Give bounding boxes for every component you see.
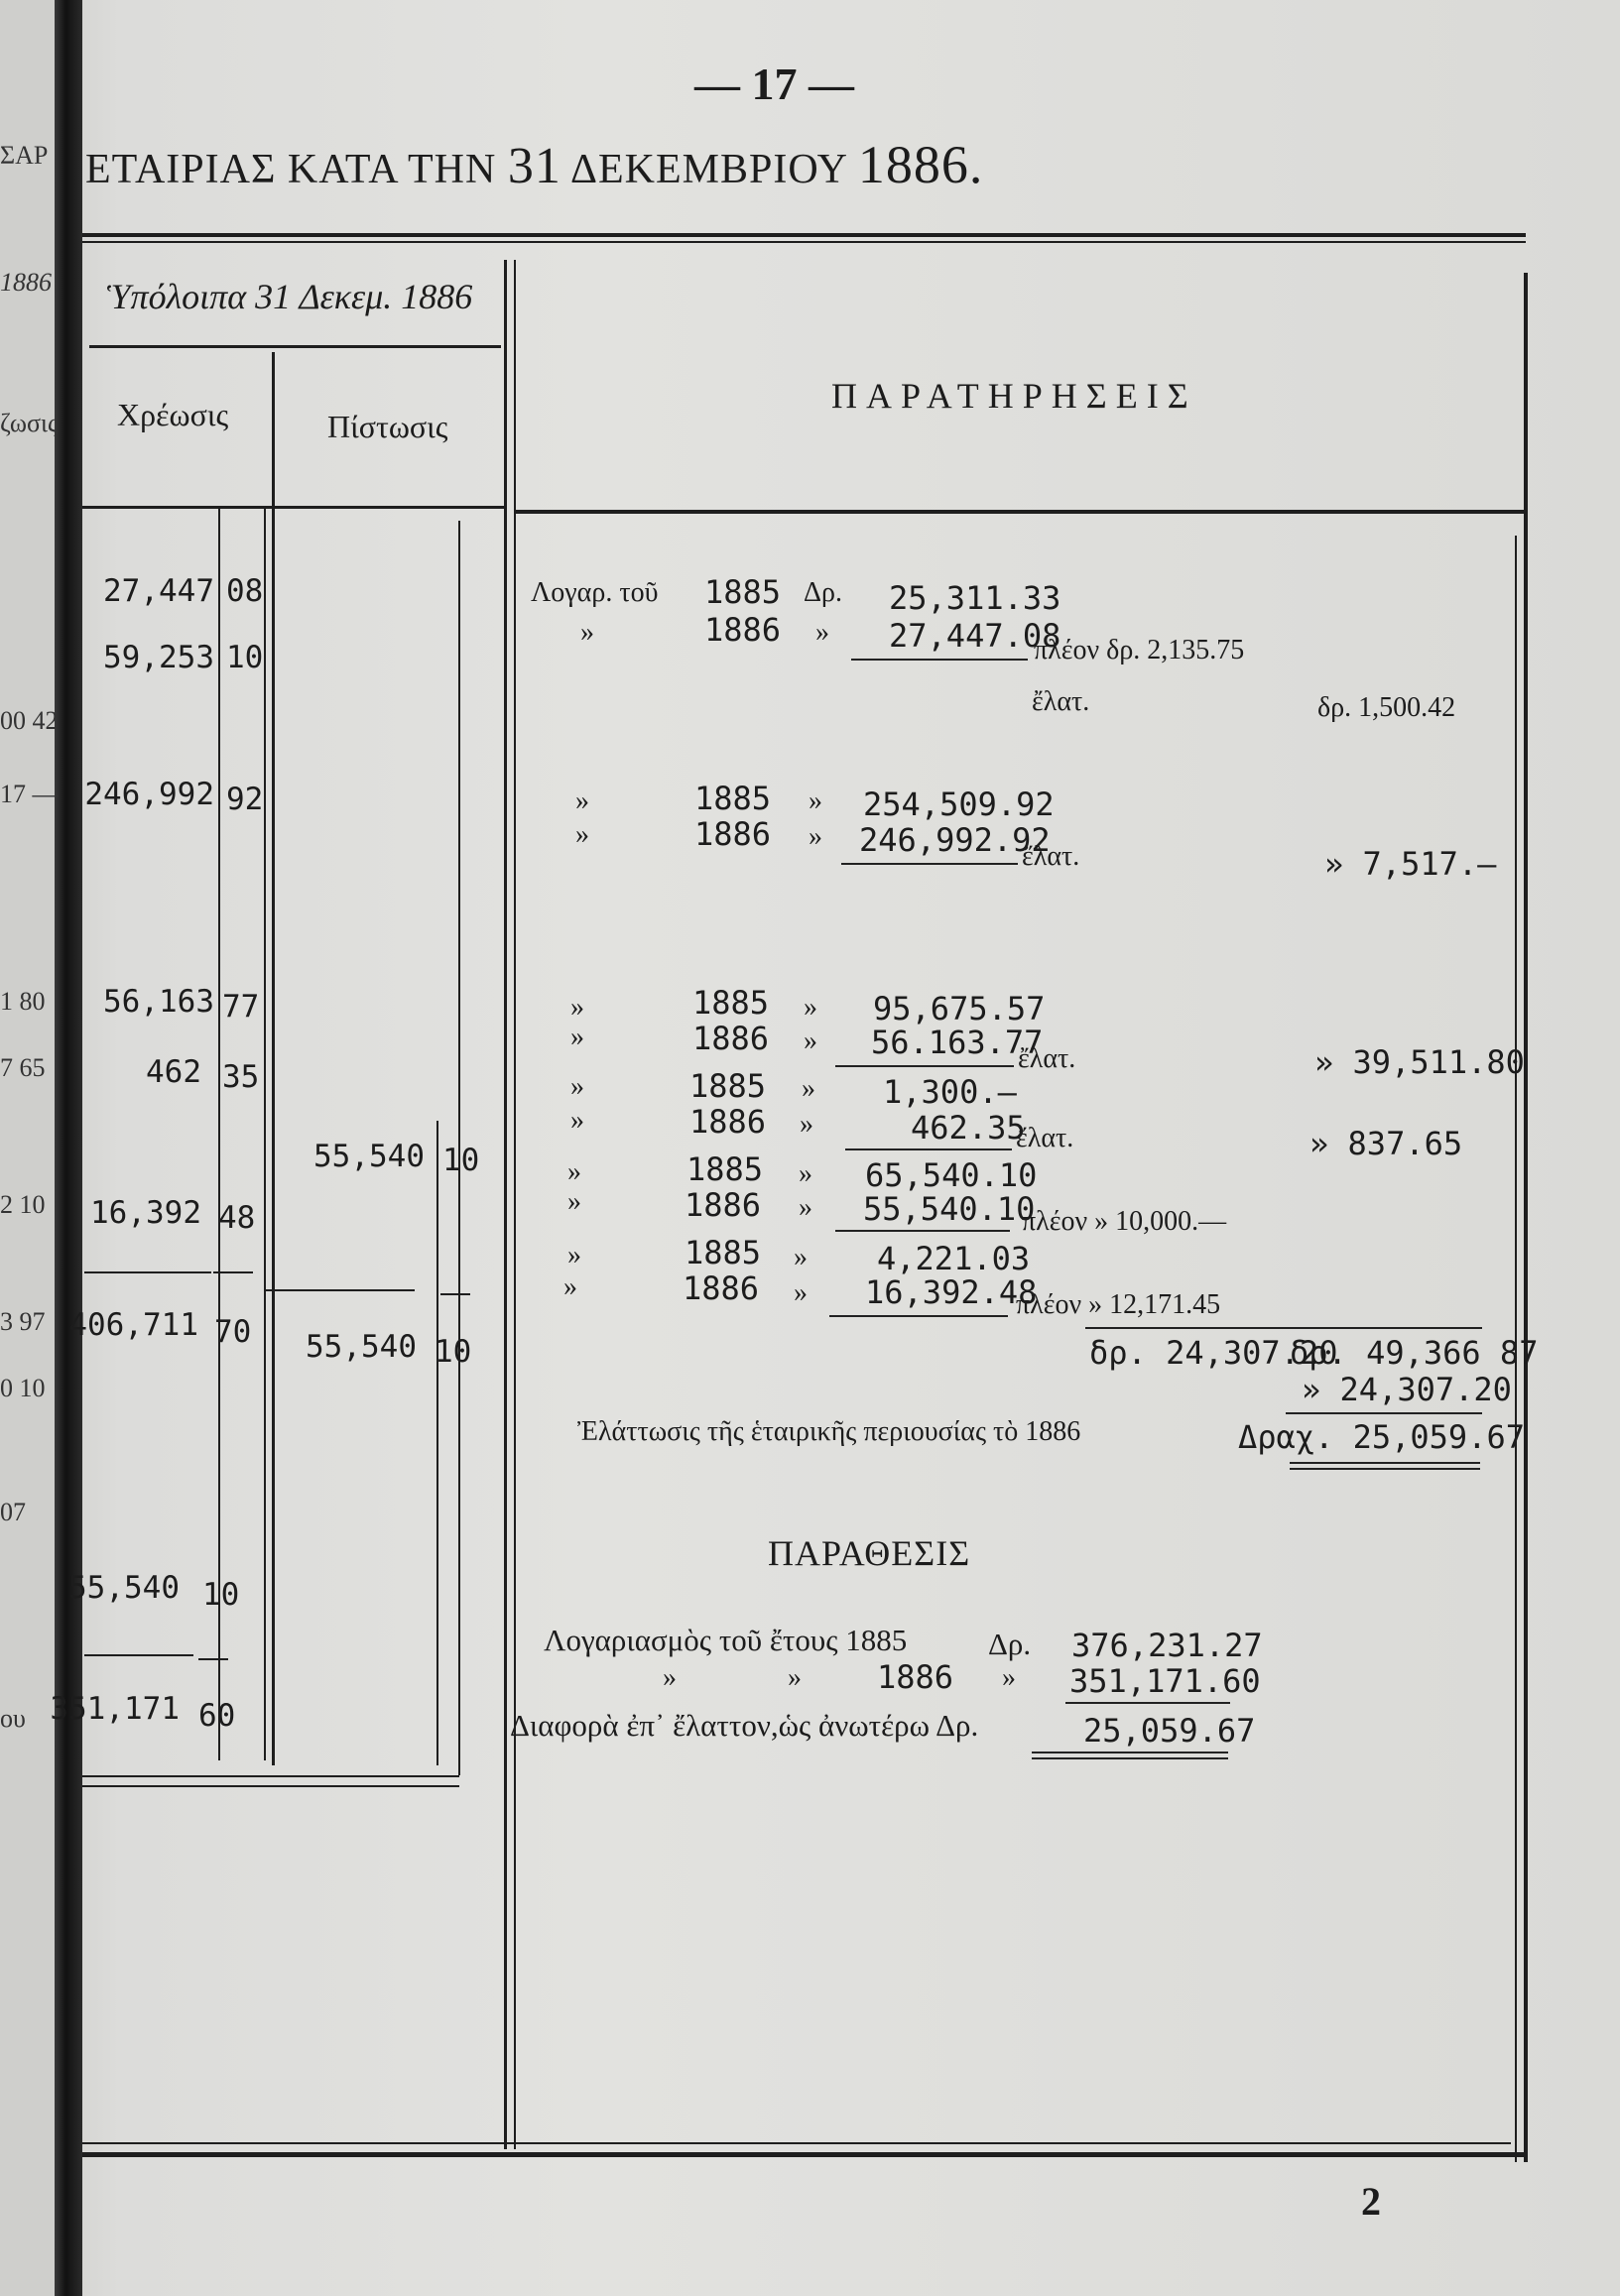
decrease-label: Ἐλάττωσις τῆς ἑταιρικῆς περιουσίας τὸ 1886 (577, 1416, 1081, 1447)
credit-sum-rule (266, 1289, 415, 1291)
comparison-row3-value: 25,059.67 (1083, 1712, 1256, 1750)
table-top-rule-thin (82, 241, 1526, 243)
year-1886: 1886 (692, 1020, 770, 1057)
left-fragment: 7 65 (0, 1053, 46, 1082)
ditto-mark: » (575, 819, 589, 850)
debit-amount: 27,447 (103, 573, 214, 609)
left-bottom-rule (82, 1785, 459, 1787)
debit-sum-rule (213, 1271, 253, 1273)
double-rule (1032, 1752, 1228, 1753)
ditto-mark: » (809, 821, 822, 852)
ditto-mark: » (804, 1026, 817, 1056)
year-1886: 1886 (683, 1269, 760, 1307)
credit-cents-separator (436, 1121, 438, 1765)
header-bottom-rule (82, 506, 504, 509)
debit-amount: 16,392 (90, 1195, 201, 1231)
debit-cents: 08 (226, 573, 264, 609)
value-1886: 55,540.10 (863, 1190, 1036, 1228)
debit-sum-rule (84, 1271, 211, 1273)
debit-grand-total-cents: 60 (198, 1698, 236, 1734)
left-fragment: 0 10 (0, 1374, 46, 1402)
difference-less-value: δρ. 1,500.42 (1317, 692, 1456, 723)
value-1885: 95,675.57 (873, 990, 1046, 1027)
credit-header: Πίστωσις (327, 409, 448, 444)
account-of-label: Λογαρ. τοῦ (531, 577, 659, 608)
title-day: 31 (507, 138, 561, 194)
ditto-mark: » (794, 1277, 808, 1308)
ditto-mark: » (788, 1662, 802, 1693)
comparison-row2-year: 1886 (877, 1658, 954, 1696)
double-rule (1290, 1468, 1480, 1470)
ditto-mark: » (575, 785, 589, 816)
ditto-mark: » (570, 1071, 584, 1102)
debit-cents: 48 (218, 1200, 256, 1236)
minus-more: » 24,307.20 (1302, 1371, 1512, 1408)
ditto-mark: » (580, 617, 594, 648)
year-1885: 1885 (689, 1067, 767, 1105)
ditto-mark: » (802, 1073, 815, 1104)
comparison-rule (1065, 1702, 1230, 1704)
subtotal-rule (829, 1315, 1008, 1317)
ditto-mark: » (800, 1109, 813, 1140)
value-1885: 4,221.03 (877, 1240, 1031, 1277)
value-1885: 254,509.92 (863, 785, 1055, 823)
year-1885: 1885 (685, 1234, 762, 1271)
left-fragment: ΣΑΡ (0, 141, 49, 170)
year-1886: 1886 (694, 815, 772, 853)
decrease-value: Δραχ. 25,059.67 (1238, 1418, 1525, 1456)
difference-more: πλέον » 12,171.45 (1016, 1289, 1221, 1320)
remaining-balances-header: Ὑπόλοιπα 31 Δεκεμ. 1886 (107, 277, 473, 316)
credit-sum-rule (440, 1293, 470, 1295)
value-1886: 462.35 (911, 1109, 1026, 1147)
difference-less: ἔλατ. (1018, 1043, 1076, 1074)
book-gutter (55, 0, 82, 2296)
debit-cents-separator (218, 506, 220, 1760)
value-1886: 27,447.08 (889, 617, 1061, 655)
subtotal-rule (841, 863, 1018, 865)
ditto-mark: » (799, 1158, 812, 1189)
credit-amount: 55,540 (313, 1139, 425, 1174)
subtotal-rule (851, 659, 1028, 661)
comparison-row1-dr: Δρ. (988, 1627, 1032, 1661)
difference-less: ἔλατ. (1022, 841, 1080, 872)
left-fragment: ου (0, 1704, 26, 1733)
comparison-title: ΠΑΡΑΘΕΣΙΣ (768, 1533, 971, 1573)
left-fragment: 3 97 (0, 1307, 46, 1336)
debit-cents: 35 (222, 1059, 260, 1095)
ditto-mark: » (567, 1156, 581, 1187)
ditto-mark: » (1002, 1662, 1016, 1693)
observations-header-rule (516, 510, 1526, 514)
observations-header: ΠΑΡΑΤΗΡΗΣΕΙΣ (831, 376, 1197, 416)
year-1886: 1886 (685, 1186, 762, 1224)
year-1886: 1886 (689, 1103, 767, 1141)
previous-page-edge (0, 0, 55, 2296)
credit-cents: 10 (442, 1143, 480, 1178)
ditto-mark: » (567, 1186, 581, 1217)
title-year: 1886. (857, 135, 984, 194)
ditto-mark: » (570, 1105, 584, 1136)
header-rule (89, 345, 501, 348)
year-1885: 1885 (704, 573, 782, 611)
title-text: ΕΤΑΙΡΙΑΣ ΚΑΤΑ ΤΗΝ (85, 147, 497, 192)
totals-rule (1085, 1327, 1482, 1329)
ditto-mark: » (815, 617, 829, 648)
difference-rule (1286, 1412, 1482, 1414)
subtotal-rule (835, 1230, 1010, 1232)
sum-more: δρ. 24,307.20 (1089, 1334, 1338, 1372)
table-top-rule (82, 233, 1526, 237)
left-fragment: 2 10 (0, 1190, 46, 1219)
table-right-border (1524, 273, 1528, 2162)
ditto-mark: » (567, 1240, 581, 1270)
debit-cents: 10 (226, 640, 264, 675)
year-1886: 1886 (704, 611, 782, 649)
ditto-mark: » (794, 1242, 808, 1272)
value-1886: 16,392.48 (865, 1273, 1038, 1311)
debit-amount: 59,253 (103, 640, 214, 675)
left-fragment: 1886 (0, 268, 52, 297)
table-bottom-rule (82, 2152, 1528, 2157)
double-rule (1290, 1462, 1480, 1464)
title-month: ΔΕΚΕΜΒΡΙΟΥ (570, 147, 847, 192)
left-fragment: 1 80 (0, 987, 46, 1016)
debit-amount: 462 (146, 1054, 201, 1090)
debit-cents: 77 (222, 989, 260, 1025)
value-1885: 25,311.33 (889, 579, 1061, 617)
ditto-mark: » (804, 992, 817, 1023)
value-1886: 246,992.92 (859, 821, 1051, 859)
debit-amount: 246,992 (84, 777, 214, 812)
difference-less: ἔλατ. (1016, 1123, 1074, 1153)
left-fragment: 07 (0, 1498, 26, 1526)
comparison-row3-label: Διαφορὰ ἐπ᾿ ἔλαττον,ὡς ἀνωτέρω Δρ. (510, 1708, 979, 1743)
ditto-mark: » (663, 1662, 677, 1693)
ditto-mark: » (570, 1022, 584, 1052)
debit-total-cents: 70 (214, 1314, 252, 1350)
table-bottom-rule-thin (82, 2142, 1511, 2144)
difference-less-label: ἔλατ. (1032, 686, 1090, 717)
comparison-row1-label: Λογαριασμὸς τοῦ ἔτους 1885 (544, 1623, 908, 1657)
subtotal-rule (835, 1065, 1014, 1067)
debit-final-rule (198, 1658, 228, 1660)
signature-number: 2 (1361, 2179, 1381, 2224)
difference-more: πλέον δρ. 2,135.75 (1034, 635, 1245, 665)
debit-grand-total: 351,171 (50, 1691, 180, 1727)
column-separator (514, 260, 516, 2149)
ditto-mark: » (809, 785, 822, 816)
debit-right-rule (264, 506, 266, 1760)
debit-amount: 56,163 (103, 984, 214, 1020)
comparison-row2-value: 351,171.60 (1069, 1662, 1261, 1700)
sum-less: δρ. 49,366 87 (1290, 1334, 1539, 1372)
comparison-row1-value: 376,231.27 (1071, 1627, 1263, 1664)
debit-credit-separator (272, 352, 275, 1765)
credit-total: 55,540 (306, 1329, 417, 1365)
value-1885: 1,300.— (883, 1073, 1017, 1111)
difference-less-value: » 837.65 (1309, 1125, 1463, 1162)
debit-cents: 92 (226, 782, 264, 817)
year-1885: 1885 (692, 984, 770, 1022)
page-number: — 17 — (694, 59, 854, 109)
debit-final-rule (84, 1654, 193, 1656)
debit-header: Χρέωσις (117, 397, 229, 432)
credit-total-cents: 10 (435, 1334, 472, 1370)
ditto-mark: » (570, 992, 584, 1023)
value-1885: 65,540.10 (865, 1156, 1038, 1194)
debit-amount: 55,540 (68, 1570, 180, 1606)
left-fragment: ζωσις (0, 409, 59, 437)
page-title (85, 134, 983, 195)
year-1885: 1885 (694, 780, 772, 817)
drachma-label: Δρ. (804, 577, 842, 608)
ditto-mark: » (563, 1271, 577, 1302)
ditto-mark: » (799, 1192, 812, 1223)
double-rule (1032, 1757, 1228, 1759)
column-separator (504, 260, 507, 2149)
subtotal-rule (845, 1148, 1012, 1150)
left-fragment: 00 42 (0, 706, 59, 735)
difference-less-value: » 7,517.— (1324, 845, 1497, 883)
left-bottom-rule (82, 1775, 459, 1777)
left-fragment: 17 — (0, 780, 59, 808)
debit-cents: 10 (202, 1577, 240, 1613)
difference-less-value: » 39,511.80 (1314, 1043, 1525, 1081)
year-1885: 1885 (686, 1150, 764, 1188)
debit-total: 406,711 (68, 1307, 198, 1343)
value-1886: 56.163.77 (871, 1024, 1044, 1061)
difference-more: πλέον » 10,000.— (1022, 1206, 1227, 1237)
